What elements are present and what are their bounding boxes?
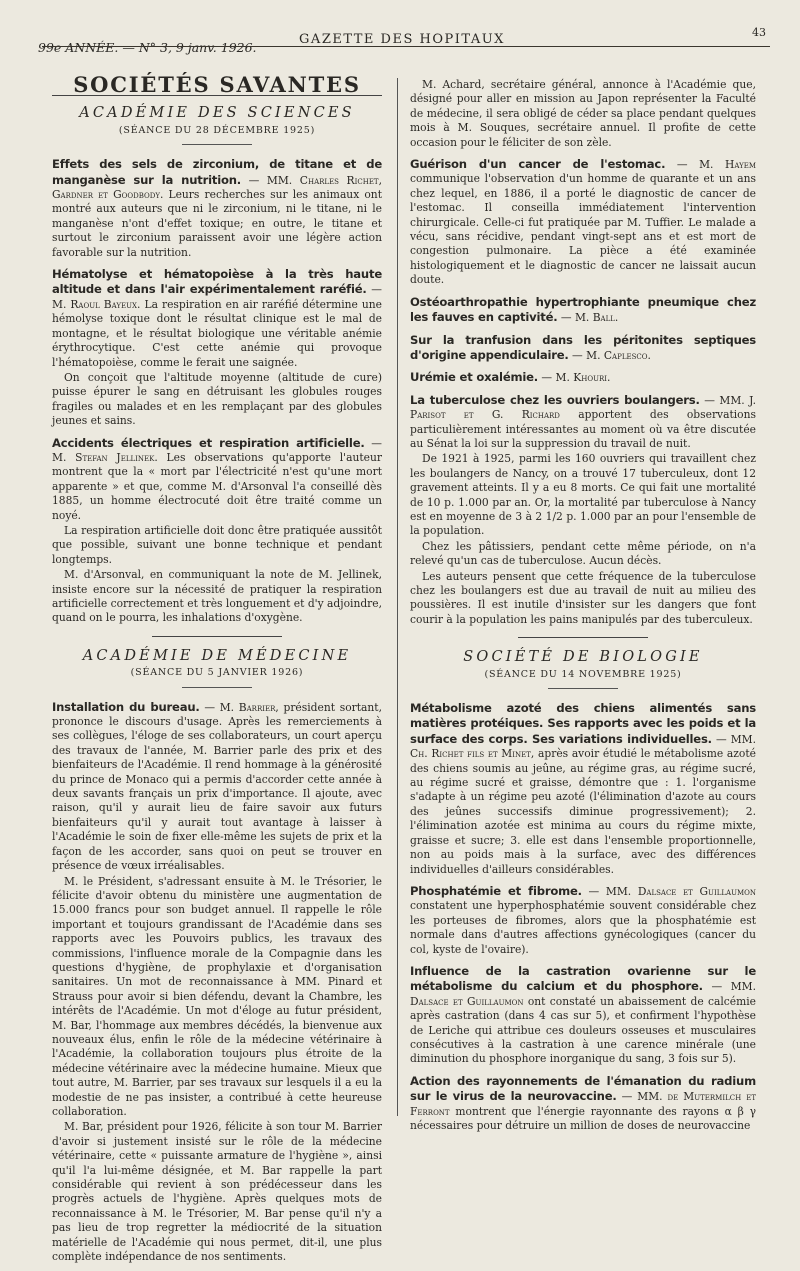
article-authors: Dalsace et Guillaumon: [410, 994, 524, 1008]
article-dash: — MM.: [616, 1090, 668, 1104]
article-text: Les observations qu'apporte l'auteur montrent que la « mort par l'électricité n'est qu'une mort apparente » et que, comme M. d'Arsonval l'a conseillé dès 1885, un homme électrocuté doit être traité comme un noyé.: [52, 450, 382, 522]
article-text: ont constaté un abaissement de calcémie après castration (dans 4 cas sur 5), et confirment l'hypothèse de Leriche qui attribue ces douleurs osseuses et musculaires consécutives à la castration à une carence minérale (une diminution du phosphore inorganique du sang, 3 fois sur 5).: [410, 994, 756, 1066]
article: [52, 436, 382, 626]
article-authors: de Mutermilch et Ferront: [410, 1090, 756, 1118]
article: [410, 701, 756, 877]
article-authors: Ball.: [592, 311, 619, 325]
article-text: La respiration en air raréfié détermine une hémolyse toxique dont le résultat clinique est le mal de montagne, et le résultat biologique une véritable anémie érythrocytique. C'est cette anémie qui provoque l'hématopoièse, comme le ferait une saignée.: [52, 297, 382, 369]
article-dash: — MM.: [581, 884, 638, 898]
article: [410, 370, 756, 385]
academie-sciences-seance: (SÉANCE DU 28 DÉCEMBRE 1925): [118, 124, 316, 136]
page-number: 43: [752, 26, 766, 39]
academie-medecine-heading: ACADÉMIE DE MÉDECINE: [82, 647, 352, 664]
article-text: après avoir étudié le métabolisme azoté des chiens soumis au jeûne, au régime gras, au régime sucré, au régime sucré et graisse, démontre que : 1. l'organisme s'adapte à un régime peu azoté (l'élimination d'azote au cours des jeûnes successifs diminue progressivement); 2. l'élimination azotée est minima au cours du régime mixte, graisse et sucre; 3. elle est dans l'ensemble proportionnelle, non au poids mais à la surface, avec des différences individuelles d'ailleurs considérables.: [410, 747, 756, 876]
article-title: Effets des sels de zirconium, de titane et de manganèse sur la nutrition.: [52, 157, 382, 187]
article-paragraph: De 1921 à 1925, parmi les 160 ouvriers qui travaillent chez les boulangers de Nancy, on a trouvé 17 tuberculeux, dont 12 gravement atteints. Il y a eu 8 morts. Ce qui fait une mortalité de 10 p. 1.000 par an. Or, la mortalité par tuberculose à Nancy est en moyenne de 3 à 2 1/2 p. 1.000 par an pour l'ensemble de la population.: [410, 452, 756, 538]
article-title: Sur la tranfusion dans les péritonites septiques d'origine appendiculaire.: [410, 332, 756, 362]
article-paragraph: Chez les pâtissiers, pendant cette même période, on n'a relevé qu'un cas de tuberculose. Aucun décès.: [410, 539, 756, 568]
section-separator: [518, 637, 648, 638]
article-authors: Stefan Jellinek.: [75, 450, 158, 464]
article-dash: — M.: [568, 348, 604, 362]
article-authors: Raoul Bayeux.: [70, 297, 141, 311]
short-rule: [548, 688, 618, 689]
article: [52, 157, 382, 260]
article-dash: — M.: [199, 700, 239, 714]
article-title: Ostéoarthropathie hypertrophiante pneumique chez les fauves en captivité.: [410, 294, 756, 325]
header-rule: [42, 46, 770, 47]
article-dash: — M.: [557, 311, 593, 325]
article-dash: — MM.: [699, 393, 750, 407]
article-title: Guérison d'un cancer de l'estomac.: [410, 157, 666, 172]
article-paragraph: M. le Président, s'adressant ensuite à M. le Trésorier, le félicite d'avoir obtenu du ministère une augmentation de 15.000 francs pour son budget annuel. Il rappelle le rôle important et toujours grandissant de l'Académie dans ses rapports avec les Pouvoirs publics, les travaux des commissions, l'influence morale de la Compagnie dans les questions d'hygiène, de prophylaxie et d'organisation sanitaires. Un mot de reconnaissance à MM. Pinard et Strauss pour avoir si bien défendu, devant la Chambre, les intérêts de l'Académie. Un mot d'éloge au futur président, M. Bar, l'hommage aux membres décédés, la bienvenue aux nouveaux élus, enfin le rôle de la médecine vétérinaire à l'Académie, la collaboration toujours plus étroite de la médecine vétérinaire avec la médecine humaine. Mieux que tout autre, M. Barrier, par ses travaux sur lesquels il a eu la modestie de ne pas insister, a contribué à cette heureuse collaboration.: [52, 874, 382, 1118]
column-divider: [397, 78, 398, 1116]
article-dash: — MM.: [241, 173, 300, 187]
article-dash: — M.: [52, 436, 382, 464]
article-authors: Dalsace et Guillaumon: [637, 884, 756, 898]
article-authors: Khouri.: [573, 371, 611, 385]
article-title: Phosphatémie et fibrome.: [410, 883, 582, 898]
article-continued: [410, 78, 756, 150]
article: [410, 157, 756, 288]
article-paragraph: M. d'Arsonval, en communiquant la note de M. Jellinek, insiste encore sur la nécessité de pratiquer la respiration artificielle correctement et très longuement et d'y adjoindre, quand on le pourra, les inhalations d'oxygène.: [52, 568, 382, 625]
article: [410, 333, 756, 364]
article-text: montrent que l'énergie rayonnante des rayons α β γ nécessaires pour détruire un million de doses de neurovaccine: [410, 1104, 756, 1132]
societe-biologie-seance: (SÉANCE DU 14 NOVEMBRE 1925): [484, 668, 682, 680]
right-column: [410, 78, 756, 1140]
article: [410, 295, 756, 326]
academie-medecine-seance: (SÉANCE DU 5 JANVIER 1926): [130, 667, 304, 679]
article: [52, 267, 382, 428]
issue-info: 99e ANNÉE. — N° 3, 9 janv. 1926.: [38, 40, 257, 55]
article-text: communique l'observation d'un homme de quarante et un ans chez lequel, en 1886, il a porté le diagnostic de cancer de l'estomac. Il conseilla immédiatement l'intervention chirurgicale. Celle-ci fut pratiquée par M. Tuffier. Le malade a vécu, sans récidive, pendant vingt-sept ans et est mort de congestion pulmonaire. La pièce a été examinée histologiquement et le diagnostic de cancer ne laissait aucun doute.: [410, 172, 756, 287]
article-text: Leurs recherches sur les animaux ont montré aux auteurs que ni le zirconium, ni le titane, ni le manganèse n'ont d'effet toxique; en outre, le titane et surtout le zirconium paraissent avoir une légère action favorable sur la nutrition.: [52, 188, 382, 259]
article: [52, 700, 382, 1265]
article-title: Influence de la castration ovarienne sur le métabolisme du calcium et du phosphore.: [410, 963, 756, 994]
section-title: SOCIÉTÉS SAVANTES: [73, 72, 361, 97]
article-dash: — M.: [538, 371, 574, 385]
article: [410, 884, 756, 957]
article: [410, 964, 756, 1067]
academie-sciences-heading: ACADÉMIE DES SCIENCES: [79, 105, 355, 122]
article-authors: Caplesco.: [603, 348, 651, 362]
article-title: Installation du bureau.: [52, 699, 200, 714]
article-dash: — MM.: [711, 732, 756, 746]
article-authors: Barrier,: [238, 700, 279, 714]
article-paragraph: La respiration artificielle doit donc être pratiquée aussitôt que possible, suivant une bonne technique et pendant longtemps.: [52, 523, 382, 566]
article-authors: Ch. Richet fils et Minet,: [410, 747, 535, 761]
journal-title: GAZETTE DES HOPITAUX: [299, 32, 505, 47]
societe-biologie-heading: SOCIÉTÉ DE BIOLOGIE: [463, 649, 703, 666]
article-dash: — M.: [52, 283, 382, 311]
article: [410, 393, 756, 628]
article-dash: — MM.: [702, 980, 756, 994]
section-separator: [152, 636, 282, 637]
article-paragraph: M. Achard, secrétaire général, annonce à l'Académie que, désigné pour aller en mission au Japon représenter la Faculté de médecine, il sera obligé de céder sa place pendant quelques mois à M. Souques, secrétaire annuel. Il profite de cette occasion pour le féliciter de son zèle.: [410, 78, 756, 149]
article-authors: Hayem: [725, 158, 756, 172]
article-title: Urémie et oxalémie.: [410, 370, 539, 385]
article-authors: J. Parisot et G. Richard: [410, 393, 756, 422]
short-rule: [182, 144, 252, 145]
article-paragraph: Les auteurs pensent que cette fréquence de la tuberculose chez les boulangers est due au travail de nuit au milieu des poussières. Il est inutile d'insister sur les dangers que font courir à la population les pains manipulés par des tuberculeux.: [410, 569, 756, 626]
article-title: Métabolisme azoté des chiens alimentés sans matières protéiques. Ses rapports avec les poids et la surface des corps. Ses variations individuelles.: [410, 701, 756, 746]
left-column: [52, 72, 383, 1271]
article-authors: Charles Richet, Gardner et Goodbody.: [52, 173, 383, 202]
article-title: Accidents électriques et respiration artificielle.: [52, 435, 365, 450]
article-text: président sortant, prononce le discours d'usage. Après les remerciements à ses collègues, l'éloge de ses collaborateurs, un court aperçu des travaux de l'année, M. Barrier parle des prix et des bienfaiteurs de l'Académie. Il rend hommage à la générosité du prince de Monaco qui a permis d'accorder cette année à deux savants français un prix d'importance. Il ajoute, avec raison, qu'il y aurait lieu de faire savoir aux futurs bienfaiteurs qu'il y aurait tout avantage à laisser à l'Académie le soin de fixer elle-même les sujets de prix et la façon de les accorder, sans quoi on peut se trouver en présence de vœux irréalisables.: [52, 700, 382, 873]
article-title: Hématolyse et hématopoièse à la très haute altitude et dans l'air expérimentalement raréfié.: [52, 267, 382, 297]
article-title: Action des rayonnements de l'émanation du radium sur le virus de la neurovaccine.: [410, 1073, 756, 1104]
article-paragraph: On conçoit que l'altitude moyenne (altitude de cure) puisse épurer le sang en détruisant les globules rouges fragiles ou malades et en les remplaçant par des globules jeunes et sains.: [52, 370, 382, 428]
article-dash: — M.: [665, 158, 725, 172]
article-paragraph: M. Bar, président pour 1926, félicite à son tour M. Barrier d'avoir si justement insisté sur le rôle de la médecine vétérinaire, cette « puissante armature de l'hygiène », ainsi qu'il l'a lui-même désignée, et M. Bar rappelle la part considérable qui revient à son prédécesseur dans les progrès actuels de l'hygiène. Après quelques mots de reconnaissance à M. le Trésorier, M. Bar pense qu'il n'y a pas lieu de trop regretter la médiocrité de la situation matérielle de l'Académie qui nous permet, dit-il, une plus complète indépendance de nos sentiments.: [52, 1120, 382, 1264]
article-text: apportent des observations particulièrement intéressantes au moment où va être discutée au Sénat la loi sur la suppression du travail de nuit.: [410, 408, 756, 450]
article-title: La tuberculose chez les ouvriers boulangers.: [410, 392, 700, 407]
article-text: constatent une hyperphosphatémie souvent considérable chez les porteuses de fibromes, alors que la phosphatémie est normale dans d'autres affections gynécologiques (cancer du col, kyste de l'ovaire).: [410, 899, 756, 956]
short-rule: [182, 687, 252, 688]
article: [410, 1074, 756, 1134]
